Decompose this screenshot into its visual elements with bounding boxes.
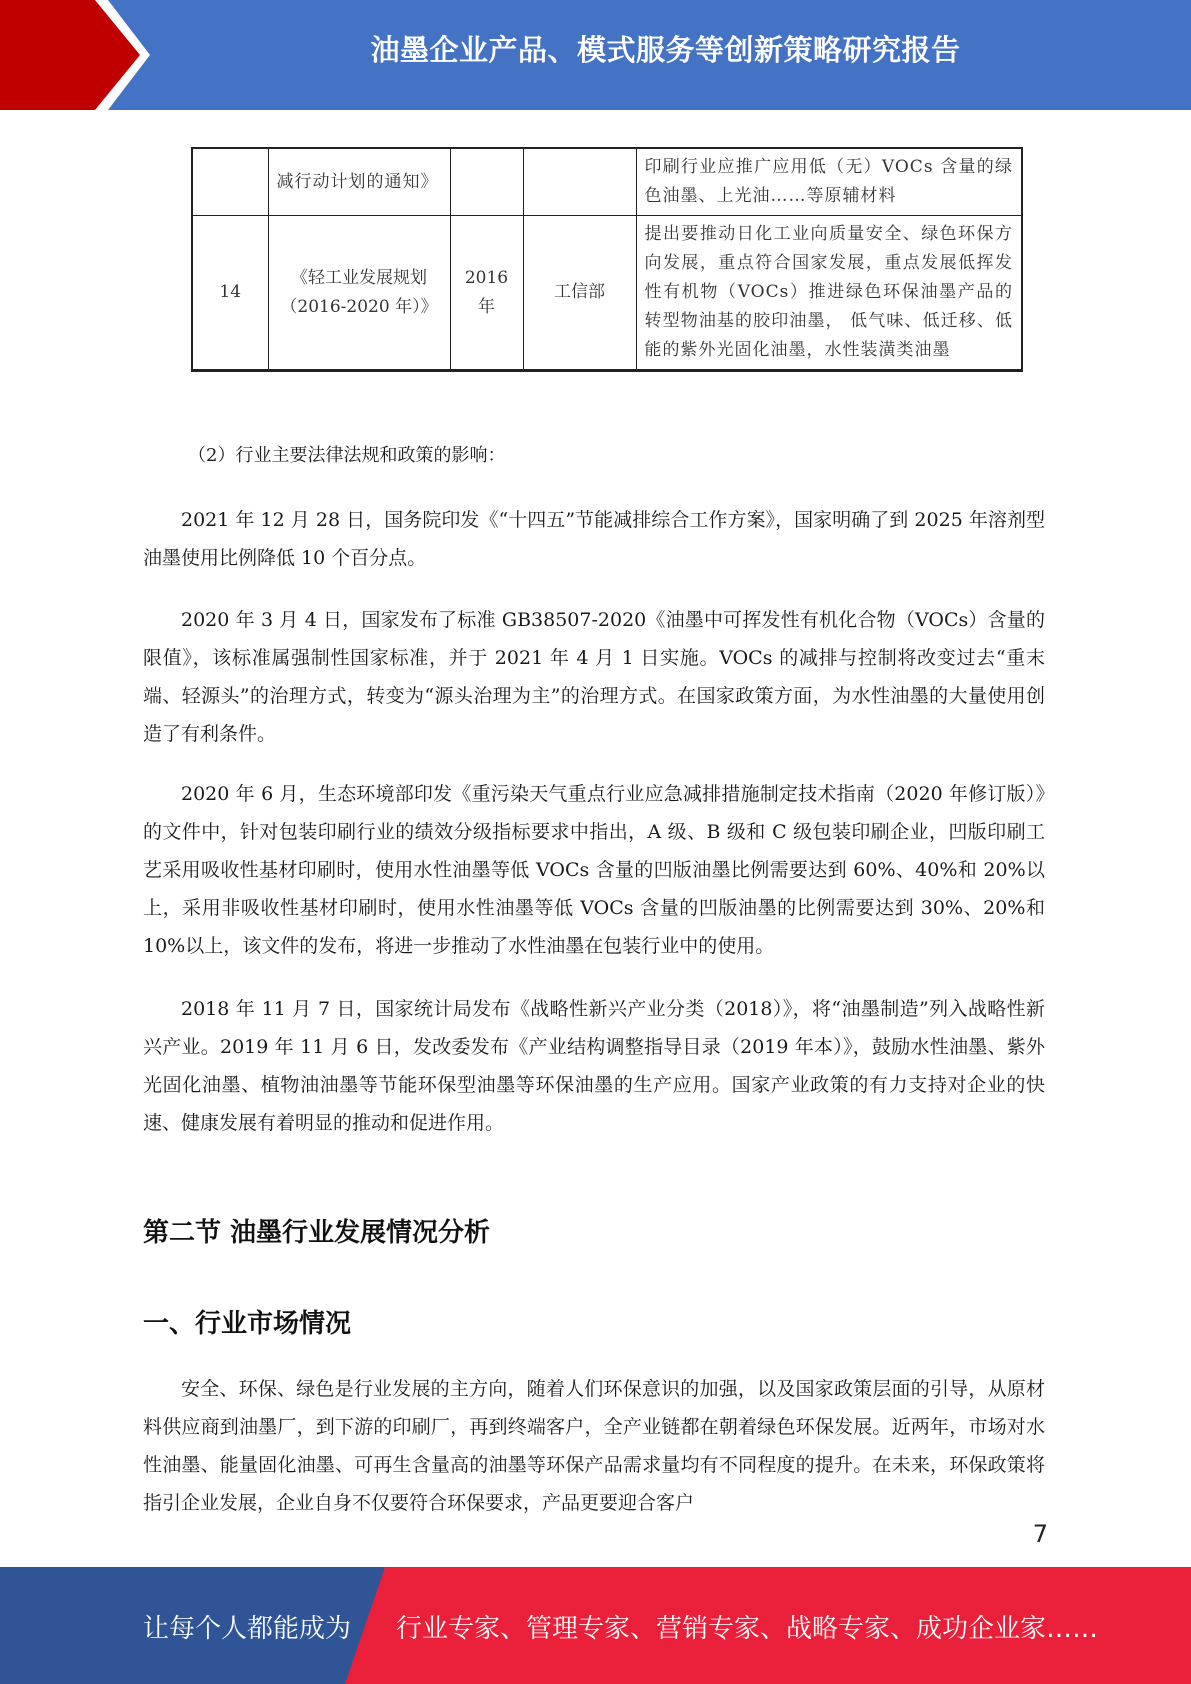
subsection-title: 一、行业市场情况 <box>143 1309 352 1339</box>
paragraph: 2020 年 6 月，生态环境部印发《重污染天气重点行业应急减排措施制定技术指南（2020 年修订版）》的文件中，针对包装印刷行业的绩效分级指标要求中指出，A 级、B 级和 C 级包装印刷企业，凹版印刷工艺采用吸收性基材印刷时，使用水性油墨等低 VOCs 含量的凹版油墨比例需要达到 60%、40%和 20%以上，采用非吸收性基材印刷时，使用水性油墨等低 VOCs 含量的凹版油墨的比例需要达到 30%、20%和 10%以上，该文件的发布，将进一步推动了水性油墨在包装行业中的使用。 <box>143 783 1045 957</box>
policy-paragraph-1 <box>143 501 1045 577</box>
paragraph: 2018 年 11 月 7 日，国家统计局发布《战略性新兴产业分类（2018）》，将“油墨制造”列入战略性新兴产业。2019 年 11 月 6 日，发改委发布《产业结构调整指导目录（2019 年本）》，鼓励水性油墨、紫外光固化油墨、植物油油墨等节能环保型油墨等环保油墨的生产应用。国家产业政策的有力支持对企业的快速、健康发展有着明显的推动和促进作用。 <box>143 998 1045 1134</box>
table-cell-index: 14 <box>192 216 268 371</box>
table-cell-index <box>192 148 268 216</box>
table-cell-year <box>450 148 523 216</box>
chevron-arrow-icon <box>0 0 160 110</box>
table-cell-document: 减行动计划的通知》 <box>268 148 450 216</box>
policy-table <box>191 147 1021 372</box>
policy-paragraph-3 <box>143 775 1045 965</box>
section-title: 第二节 油墨行业发展情况分析 <box>143 1218 491 1248</box>
policy-paragraph-4 <box>143 990 1045 1142</box>
table-cell-content: 印刷行业应推广应用低（无）VOCs 含量的绿色油墨、上光油……等原辅材料 <box>636 148 1022 216</box>
footer-slogan-right: 行业专家、管理专家、营销专家、战略专家、成功企业家…… <box>396 1614 1099 1644</box>
policy-impact-section <box>143 437 1045 475</box>
table-cell-department <box>523 148 636 216</box>
table-row <box>192 148 1022 216</box>
table-cell-content: 提出要推动日化工业向质量安全、绿色环保方向发展，重点符合国家发展，重点发展低挥发性有机物（VOCs）推进绿色环保油墨产品的转型物油基的胶印油墨， 低气味、低迁移、低能的紫外光固化油墨，水性装潢类油墨 <box>636 216 1022 371</box>
table-cell-document: 《轻工业发展规划（2016-2020 年）》 <box>268 216 450 371</box>
market-paragraph-block <box>143 1370 1045 1522</box>
page-header <box>0 0 1191 110</box>
page-footer <box>0 1567 1191 1684</box>
table-cell-department: 工信部 <box>523 216 636 371</box>
footer-slogan-left: 让每个人都能成为 <box>143 1614 352 1644</box>
paragraph: 安全、环保、绿色是行业发展的主方向，随着人们环保意识的加强，以及国家政策层面的引导，从原材料供应商到油墨厂，到下游的印刷厂，再到终端客户，全产业链都在朝着绿色环保发展。近两年，市场对水性油墨、能量固化油墨、可再生含量高的油墨等环保产品需求量均有不同程度的提升。在未来，环保政策将指引企业发展，企业自身不仅要符合环保要求，产品更要迎合客户 <box>143 1378 1045 1514</box>
report-title: 油墨企业产品、模式服务等创新策略研究报告 <box>370 33 961 67</box>
page-number: 7 <box>1032 1520 1048 1548</box>
paragraph: 2020 年 3 月 4 日，国家发布了标准 GB38507-2020《油墨中可挥发性有机化合物（VOCs）含量的限值》，该标准属强制性国家标准，并于 2021 年 4 月 1 日实施。VOCs 的减排与控制将改变过去“重末端、轻源头”的治理方式，转变为“源头治理为主”的治理方式。在国家政策方面，为水性油墨的大量使用创造了有利条件。 <box>143 609 1045 745</box>
table-cell-year: 2016 年 <box>450 216 523 371</box>
table-row <box>192 216 1022 371</box>
policy-paragraph-2 <box>143 601 1045 753</box>
policy-impact-subheading: （2）行业主要法律法规和政策的影响： <box>188 445 506 466</box>
paragraph: 2021 年 12 月 28 日，国务院印发《“十四五”节能减排综合工作方案》，国家明确了到 2025 年溶剂型油墨使用比例降低 10 个百分点。 <box>143 509 1045 569</box>
